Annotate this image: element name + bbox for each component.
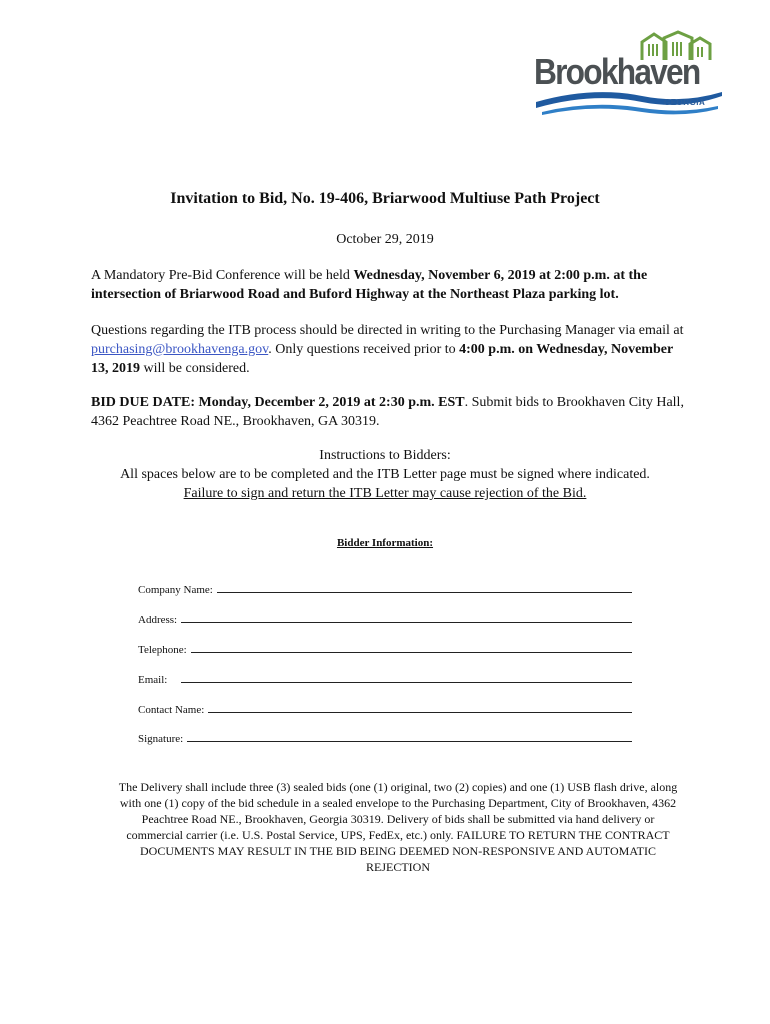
questions-tail: will be considered.: [140, 361, 250, 376]
due-date-paragraph: [91, 393, 691, 431]
field-label: Email:: [138, 674, 168, 686]
instructions-line-1: All spaces below are to be completed and the ITB Letter page must be signed where indicated.: [120, 467, 650, 482]
address-field[interactable]: [138, 610, 632, 626]
field-label: Telephone:: [138, 644, 187, 656]
field-label: Contact Name:: [138, 704, 205, 716]
conference-details: Wednesday, November 6, 2019 at 2:00 p.m. at the intersection of Briarwood Road and Buford Highway at the Northeast Plaza parking lot.: [91, 268, 648, 302]
questions-deadline: 4:00 p.m. on Wednesday, November 13, 2019: [91, 342, 673, 376]
field-line[interactable]: [208, 711, 632, 713]
field-label: Company Name:: [138, 584, 213, 596]
due-tail: . Submit bids to Brookhaven City Hall, 4362 Peachtree Road NE., Brookhaven, GA 30319.: [91, 395, 684, 429]
purchasing-email-link[interactable]: purchasing@brookhavenga.gov: [91, 342, 269, 357]
field-label: Address:: [138, 614, 178, 626]
contact-name-field[interactable]: [138, 700, 632, 716]
company-name-field[interactable]: [138, 580, 632, 596]
field-line[interactable]: [187, 740, 632, 742]
document-title: Invitation to Bid, No. 19-406, Briarwood Multiuse Path Project: [170, 190, 600, 207]
field-line[interactable]: [181, 681, 632, 683]
logo-state: GEORGIA: [664, 98, 706, 107]
instructions-line-2: Failure to sign and return the ITB Letter may cause rejection of the Bid.: [183, 486, 587, 501]
document-date: October 29, 2019: [336, 232, 434, 247]
field-line[interactable]: [191, 651, 632, 653]
field-line[interactable]: [181, 621, 632, 623]
brookhaven-logo: [532, 30, 728, 120]
questions-lead: Questions regarding the ITB process should be directed in writing to the Purchasing Manager via email at: [91, 323, 684, 338]
questions-middle: . Only questions received prior to: [268, 342, 460, 357]
signature-field[interactable]: [138, 729, 632, 745]
delivery-paragraph: The Delivery shall include three (3) sealed bids (one (1) original, two (2) copies) and one (1) USB flash drive, along with one (1) copy of the bid schedule in a sealed envelope to the Purchasing Department, City of Brookhaven, 4362 Peachtree Road NE., Brookhaven, Georgia 30319. Delivery of bids shall be submitted via hand delivery or commercial carrier (i.e. U.S. Postal Service, UPS, FedEx, etc.) only. FAILURE TO RETURN THE CONTRACT DOCUMENTS MAY RESULT IN THE BID BEING DEEMED NON-RESPONSIVE AND AUTOMATIC REJECTION: [118, 780, 678, 874]
due-date: BID DUE DATE: Monday, December 2, 2019 at 2:30 p.m. EST: [91, 395, 465, 410]
email-field[interactable]: [138, 670, 632, 686]
telephone-field[interactable]: [138, 640, 632, 656]
questions-paragraph: [91, 321, 691, 378]
instructions-heading: Instructions to Bidders:: [319, 448, 451, 463]
conference-paragraph: [91, 266, 691, 304]
conference-lead: A Mandatory Pre-Bid Conference will be held: [91, 268, 354, 283]
field-line[interactable]: [217, 591, 632, 593]
bidder-info-heading: Bidder Information:: [336, 537, 434, 549]
field-label: Signature:: [138, 733, 184, 745]
instructions-block: [0, 446, 770, 503]
logo-wordmark: Brookhaven: [534, 51, 700, 92]
